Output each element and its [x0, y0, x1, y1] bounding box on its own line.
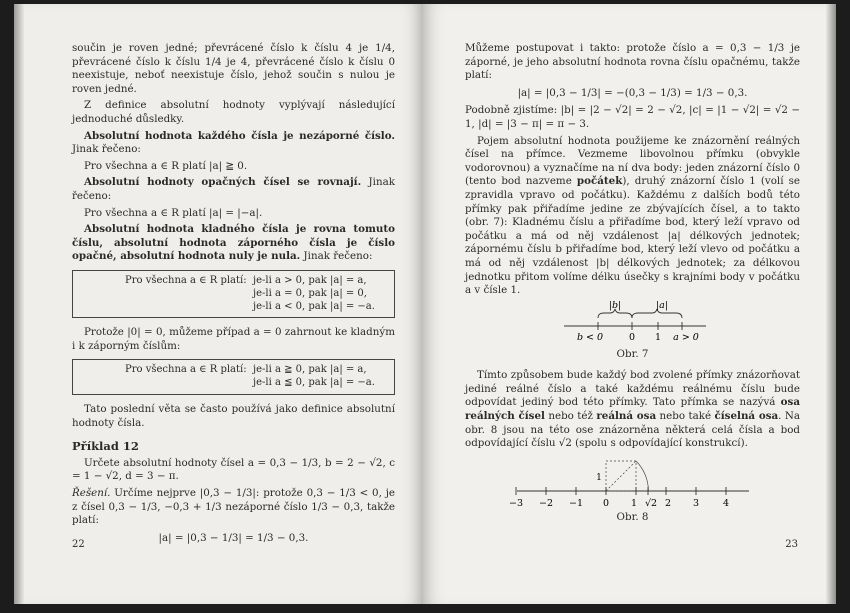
case-line: je-li a ≦ 0, pak |a| = −a. — [253, 377, 375, 389]
page-edge-shadow — [14, 4, 24, 604]
paragraph: Z definice absolutní hodnoty vyplývají následující jednoduché důsledky. — [72, 99, 395, 125]
case-line: je-li a ≧ 0, pak |a| = a, — [253, 364, 367, 376]
text: Pojem absolutní hodnota použijeme ke znázornění reálných čísel na přímce. Vezmeme libovolnou přímku (obvykle vodorovnou) a vyznačíme na ní dva body: jeden znázorní číslo 0 (tento bod nazveme — [465, 134, 800, 188]
right-page — [423, 4, 836, 604]
term-origin: počátek — [576, 175, 623, 188]
text: Tímto způsobem bude každý bod zvolené přímky znázorňovat jediné reálné číslo a také každému reálnému číslu bude odpovídat jediný bod této přímky. Tato přímka se nazývá — [465, 369, 800, 409]
rule-3-tail: Jinak řečeno: — [300, 250, 373, 263]
paragraph: Protože |0| = 0, můžeme případ a = 0 zahrnout ke kladným i k záporným číslům: — [72, 326, 395, 352]
book-spread — [14, 4, 836, 604]
rule-1-bold: Absolutní hodnota každého čísla je nezáporné číslo. — [84, 129, 395, 142]
box-label: Pro všechna a ∈ R platí: — [125, 364, 247, 376]
definition-box-1 — [72, 270, 395, 318]
brace-a-label: |a| — [655, 299, 668, 311]
case-line: je-li a > 0, pak |a| = a, — [253, 274, 367, 286]
rule-1 — [72, 130, 395, 157]
rule-2-formula: Pro všechna a ∈ R platí |a| = |−a|. — [84, 206, 263, 219]
box-label: Pro všechna a ∈ R platí: — [125, 274, 247, 286]
box-cases — [253, 364, 375, 390]
label-one: 1 — [654, 331, 661, 343]
paragraph: součin je roven jedné; převrácené číslo k číslu 4 je 1/4, převrácené číslo k číslu 1/4 je 4, převrácené číslo k číslu 0 neexistuje, neboť neexistuje číslo, jehož součin s nulou je roven jedné. — [72, 42, 395, 95]
arc — [636, 461, 648, 491]
text: nebo též — [544, 410, 597, 423]
rule-2-tail: Jinak řečeno: — [72, 176, 395, 202]
unit-label: 1 — [595, 472, 602, 483]
case-line: je-li a = 0, pak |a| = 0, — [253, 287, 367, 299]
paragraph — [465, 369, 800, 451]
figure-8-caption: Obr. 8 — [616, 510, 649, 523]
box-cases — [253, 275, 375, 313]
page-edge-shadow — [826, 4, 836, 604]
figure-7 — [558, 299, 708, 348]
tick-label: 1 — [630, 497, 637, 509]
left-page — [14, 4, 423, 604]
case-line: je-li a < 0, pak |a| = −a. — [253, 300, 375, 312]
formula: |a| = |0,3 − 1/3| = −(0,3 − 1/3) = 1/3 − 0,3. — [517, 86, 748, 99]
tick-label: √2 — [644, 497, 657, 509]
rule-3-bold: Absolutní hodnota kladného čísla je rovna tomuto číslu, absolutní hodnota záporného čísla je číslo opačné, absolutní hodnota nuly je nula. — [72, 223, 395, 263]
paragraph: Tato poslední věta se často používá jako definice absolutní hodnoty čísla. — [72, 403, 395, 429]
tick-label: −1 — [568, 497, 583, 509]
rule-3 — [72, 223, 395, 264]
paragraph: Můžeme postupovat i takto: protože číslo a = 0,3 − 1/3 je záporné, je jeho absolutní hodnota rovna číslu opačnému, takže platí: — [465, 42, 800, 82]
tick-label: −3 — [508, 497, 523, 509]
diagonal — [606, 461, 636, 491]
example-title: Příklad 12 — [72, 439, 139, 454]
tick-label: 2 — [664, 497, 671, 509]
solution-formula: |a| = |0,3 − 1/3| = 1/3 − 0,3. — [158, 531, 309, 544]
label-b: b < 0 — [576, 331, 603, 343]
text: ), druhý znázorní číslo 1 (volí se zpravidla vpravo od počátku). Každému z dalších bodů této přímky pak přiřadíme jedine ze zbývajících čísel, a to takto (obr. 7): Kladnému číslu a přiřadíme bod, který leží vpravo od počátku a má od něj vzdálenost |a| délkových jednotek; zápornému číslu b přiřadíme bod, který leží vlevo od počátku a má od něj vzdálenost |b| délkových jednotek; za délkovou jednotku přitom volíme délku úsečky s krajními body v počátku a v čísle 1. — [465, 175, 801, 297]
solution — [72, 487, 395, 528]
tick-label: 4 — [722, 497, 729, 509]
solution-label: Řešení. — [72, 487, 111, 500]
term-real-axis: osa reálných čísel — [465, 396, 800, 423]
paragraph — [465, 135, 800, 298]
tick-label: −2 — [538, 497, 553, 509]
label-a: a > 0 — [672, 331, 699, 343]
rule-2-bold: Absolutní hodnoty opačných čísel se rovnají. — [84, 176, 362, 189]
brace-b-label: |b| — [608, 299, 621, 311]
rule-1-formula: Pro všechna a ∈ R platí |a| ≧ 0. — [84, 159, 248, 172]
text: nebo také — [656, 410, 715, 423]
definition-box-2 — [72, 359, 395, 395]
page-number: 23 — [785, 539, 798, 551]
figure-7-caption: Obr. 7 — [616, 347, 649, 360]
rule-2 — [72, 176, 395, 203]
example-text: Určete absolutní hodnoty čísel a = 0,3 − 1/3, b = 2 − √2, c = 1 − √2, d = 3 − π. — [72, 456, 395, 483]
tick-label: 3 — [692, 497, 699, 509]
figure-8 — [508, 455, 753, 511]
term-real-axis-short: reálná osa — [596, 410, 657, 423]
text: . Na obr. 8 jsou na této ose znázorněna některá celá čísla a bod odpovídající číslu √2 (spolu s odpovídající konstrukcí). — [465, 410, 801, 450]
term-number-axis: číselná osa — [714, 410, 779, 423]
paragraph: Podobně zjistíme: |b| = |2 − √2| = 2 − √2, |c| = |1 − √2| = √2 − 1, |d| = |3 − π| = π − 3. — [465, 104, 800, 130]
solution-text: Určíme nejprve |0,3 − 1/3|: protože 0,3 − 1/3 < 0, je z čísel 0,3 − 1/3, −0,3 + 1/3 nezáporné číslo 1/3 − 0,3, takže platí: — [72, 487, 395, 527]
tick-label: 0 — [602, 497, 609, 509]
rule-1-tail: Jinak řečeno: — [72, 143, 141, 156]
page-number: 22 — [72, 539, 85, 551]
label-zero: 0 — [628, 331, 635, 343]
